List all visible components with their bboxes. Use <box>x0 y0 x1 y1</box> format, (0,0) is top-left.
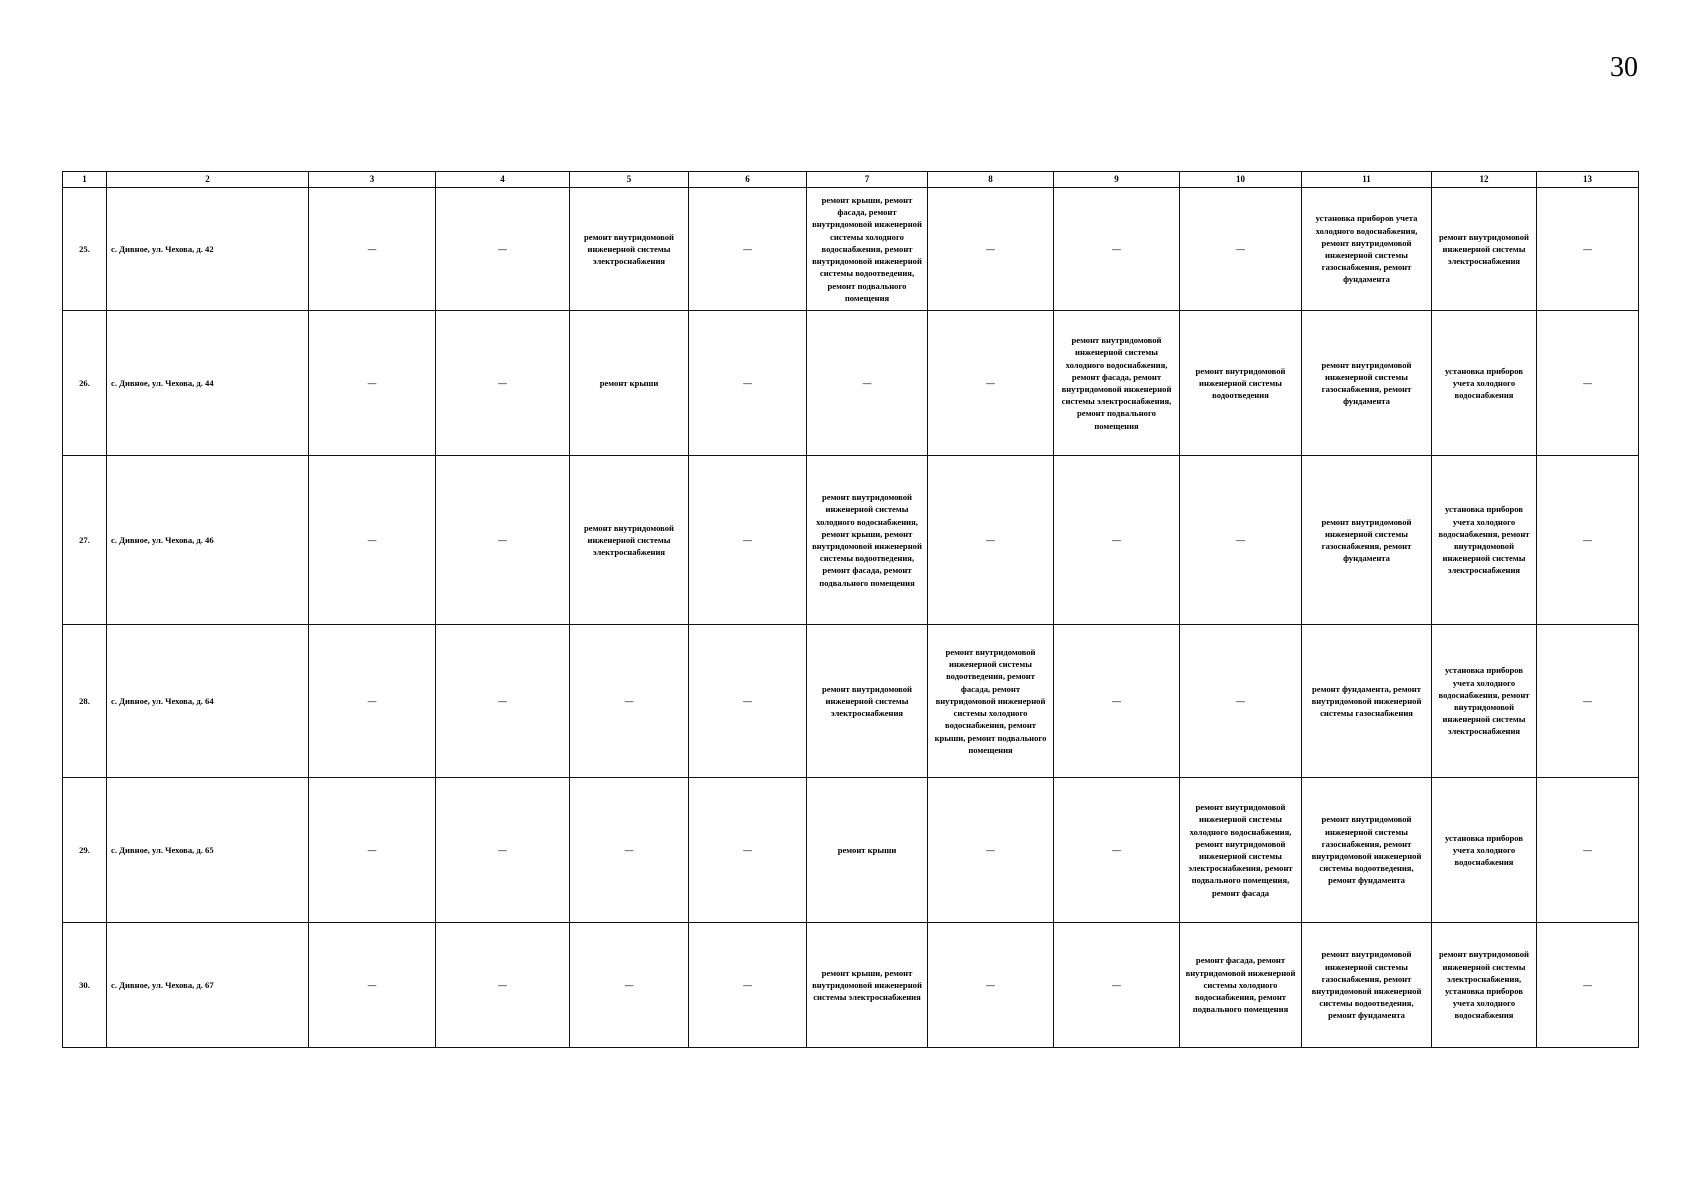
work-cell: — <box>436 778 570 923</box>
work-cell: — <box>1054 188 1180 311</box>
work-cell: ремонт крыши, ремонт фасада, ремонт внутридомовой инженерной системы холодного водоснабжения, ремонт внутридомовой инженерной системы водоотведения, ремонт подвального помещения <box>807 188 928 311</box>
work-cell: — <box>309 923 436 1048</box>
column-number-header: 10 <box>1180 172 1302 188</box>
work-cell: — <box>1537 188 1639 311</box>
work-cell: установка приборов учета холодного водоснабжения <box>1432 778 1537 923</box>
work-cell: ремонт внутридомовой инженерной системы водоотведения <box>1180 311 1302 456</box>
work-cell: ремонт внутридомовой инженерной системы электроснабжения <box>570 188 689 311</box>
work-cell: — <box>309 625 436 778</box>
column-number-header: 6 <box>689 172 807 188</box>
work-cell: — <box>1180 188 1302 311</box>
work-cell: — <box>436 923 570 1048</box>
work-cell: — <box>928 456 1054 625</box>
work-cell: — <box>309 311 436 456</box>
work-cell: — <box>689 311 807 456</box>
table-row <box>63 625 1639 778</box>
address-cell: с. Дивное, ул. Чехова, д. 64 <box>107 625 309 778</box>
work-cell: — <box>436 311 570 456</box>
work-cell: ремонт внутридомовой инженерной системы газоснабжения, ремонт фундамента <box>1302 311 1432 456</box>
work-cell: ремонт крыши <box>570 311 689 456</box>
work-cell: — <box>689 778 807 923</box>
work-cell: — <box>570 778 689 923</box>
work-cell: ремонт внутридомовой инженерной системы газоснабжения, ремонт внутридомовой инженерной системы водоотведения, ремонт фундамента <box>1302 923 1432 1048</box>
column-number-header: 1 <box>63 172 107 188</box>
work-cell: ремонт фундамента, ремонт внутридомовой инженерной системы газоснабжения <box>1302 625 1432 778</box>
column-number-header: 11 <box>1302 172 1432 188</box>
column-number-header: 8 <box>928 172 1054 188</box>
table-row <box>63 778 1639 923</box>
work-cell: — <box>1537 923 1639 1048</box>
work-cell: — <box>1054 456 1180 625</box>
address-cell: с. Дивное, ул. Чехова, д. 42 <box>107 188 309 311</box>
work-cell: — <box>309 188 436 311</box>
work-cell: — <box>309 456 436 625</box>
work-cell: ремонт внутридомовой инженерной системы электроснабжения <box>570 456 689 625</box>
work-cell: установка приборов учета холодного водоснабжения, ремонт внутридомовой инженерной системы электроснабжения <box>1432 625 1537 778</box>
work-cell: установка приборов учета холодного водоснабжения <box>1432 311 1537 456</box>
work-cell: — <box>689 625 807 778</box>
column-number-header: 3 <box>309 172 436 188</box>
work-cell: — <box>570 923 689 1048</box>
address-cell: с. Дивное, ул. Чехова, д. 67 <box>107 923 309 1048</box>
work-cell: — <box>570 625 689 778</box>
work-cell: ремонт внутридомовой инженерной системы газоснабжения, ремонт внутридомовой инженерной системы водоотведения, ремонт фундамента <box>1302 778 1432 923</box>
row-number: 25. <box>63 188 107 311</box>
column-number-header: 9 <box>1054 172 1180 188</box>
work-cell: — <box>928 778 1054 923</box>
work-cell: — <box>689 456 807 625</box>
work-cell: — <box>436 625 570 778</box>
work-cell: — <box>436 188 570 311</box>
work-cell: — <box>1054 778 1180 923</box>
work-cell: ремонт фасада, ремонт внутридомовой инженерной системы холодного водоснабжения, ремонт подвального помещения <box>1180 923 1302 1048</box>
table-row <box>63 188 1639 311</box>
work-cell: ремонт внутридомовой инженерной системы электроснабжения <box>807 625 928 778</box>
work-cell: ремонт крыши <box>807 778 928 923</box>
work-cell: — <box>1537 625 1639 778</box>
work-cell: — <box>928 188 1054 311</box>
column-number-header: 13 <box>1537 172 1639 188</box>
column-number-header: 12 <box>1432 172 1537 188</box>
work-cell: установка приборов учета холодного водоснабжения, ремонт внутридомовой инженерной системы электроснабжения <box>1432 456 1537 625</box>
table-row <box>63 923 1639 1048</box>
row-number: 26. <box>63 311 107 456</box>
repair-plan-table <box>62 171 1639 1048</box>
work-cell: — <box>1180 625 1302 778</box>
work-cell: — <box>1180 456 1302 625</box>
row-number: 27. <box>63 456 107 625</box>
column-number-header: 4 <box>436 172 570 188</box>
work-cell: — <box>689 188 807 311</box>
work-cell: ремонт внутридомовой инженерной системы холодного водоснабжения, ремонт крыши, ремонт внутридомовой инженерной системы водоотведения, ремонт фасада, ремонт подвального помещения <box>807 456 928 625</box>
address-cell: с. Дивное, ул. Чехова, д. 44 <box>107 311 309 456</box>
table-row <box>63 456 1639 625</box>
work-cell: — <box>1537 456 1639 625</box>
work-cell: — <box>928 311 1054 456</box>
work-cell: ремонт внутридомовой инженерной системы газоснабжения, ремонт фундамента <box>1302 456 1432 625</box>
column-number-header: 2 <box>107 172 309 188</box>
work-cell: ремонт внутридомовой инженерной системы электроснабжения <box>1432 188 1537 311</box>
work-cell: ремонт внутридомовой инженерной системы холодного водоснабжения, ремонт внутридомовой инженерной системы электроснабжения, ремонт подвального помещения, ремонт фасада <box>1180 778 1302 923</box>
column-number-header: 5 <box>570 172 689 188</box>
work-cell: — <box>807 311 928 456</box>
work-cell: — <box>689 923 807 1048</box>
work-cell: — <box>1054 923 1180 1048</box>
work-cell: — <box>309 778 436 923</box>
work-cell: ремонт крыши, ремонт внутридомовой инженерной системы электроснабжения <box>807 923 928 1048</box>
row-number: 28. <box>63 625 107 778</box>
address-cell: с. Дивное, ул. Чехова, д. 46 <box>107 456 309 625</box>
address-cell: с. Дивное, ул. Чехова, д. 65 <box>107 778 309 923</box>
table-row <box>63 311 1639 456</box>
work-cell: ремонт внутридомовой инженерной системы холодного водоснабжения, ремонт фасада, ремонт внутридомовой инженерной системы электроснабжения, ремонт подвального помещения <box>1054 311 1180 456</box>
row-number: 30. <box>63 923 107 1048</box>
work-cell: установка приборов учета холодного водоснабжения, ремонт внутридомовой инженерной системы газоснабжения, ремонт фундамента <box>1302 188 1432 311</box>
work-cell: — <box>1537 311 1639 456</box>
work-cell: — <box>1054 625 1180 778</box>
work-cell: — <box>928 923 1054 1048</box>
work-cell: ремонт внутридомовой инженерной системы электроснабжения, установка приборов учета холодного водоснабжения <box>1432 923 1537 1048</box>
row-number: 29. <box>63 778 107 923</box>
work-cell: — <box>1537 778 1639 923</box>
page-number: 30 <box>1610 52 1638 83</box>
work-cell: — <box>436 456 570 625</box>
header-row <box>63 172 1639 188</box>
column-number-header: 7 <box>807 172 928 188</box>
work-cell: ремонт внутридомовой инженерной системы водоотведения, ремонт фасада, ремонт внутридомовой инженерной системы холодного водоснабжения, ремонт крыши, ремонт подвального помещения <box>928 625 1054 778</box>
